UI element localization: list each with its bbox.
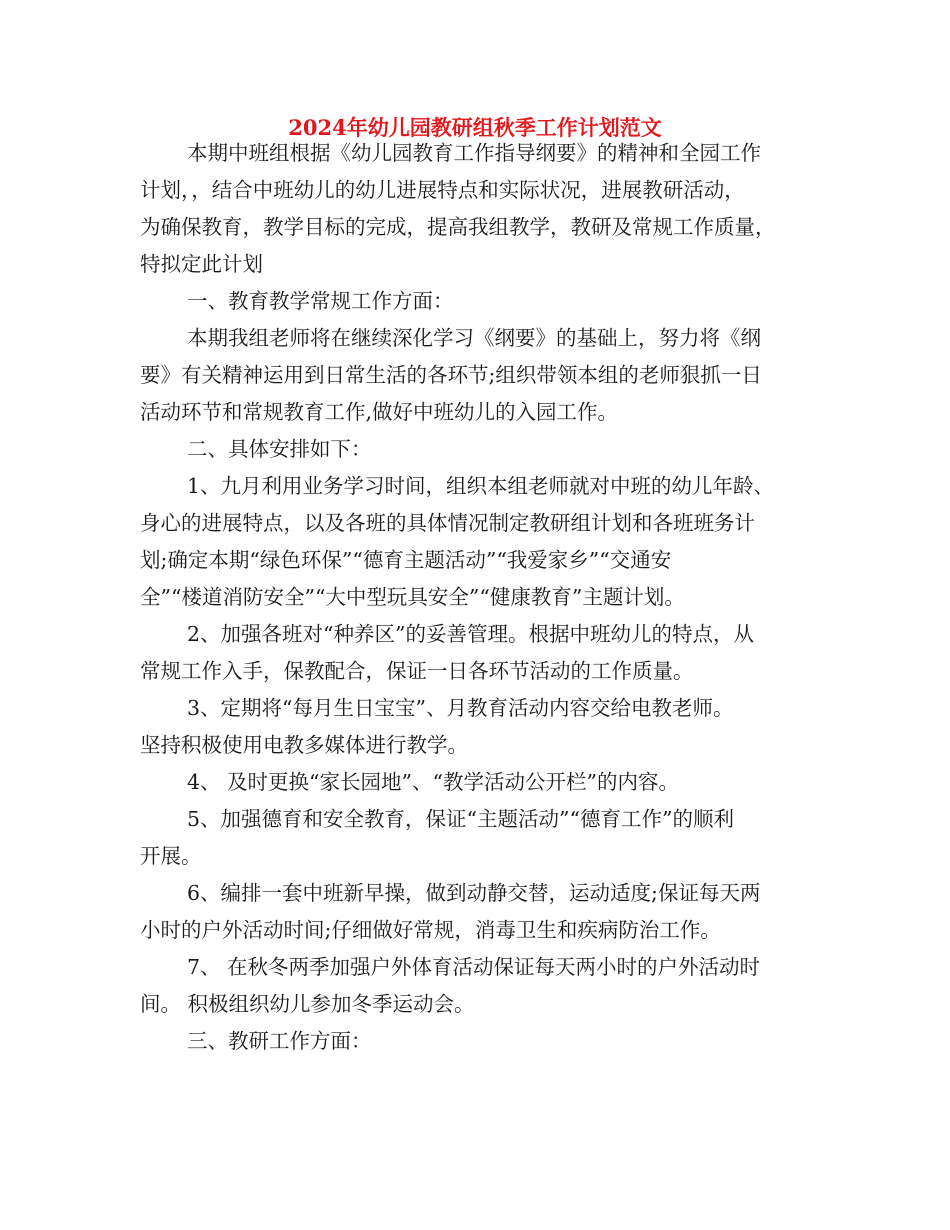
section-heading: 三、教研工作方面： bbox=[187, 1029, 372, 1053]
section-heading: 一、教育教学常规工作方面： bbox=[187, 289, 454, 313]
paragraph-line: 开展。 bbox=[140, 844, 202, 868]
paragraph-line: 6、编排一套中班新早操，做到动静交替，运动适度;保证每天两 bbox=[187, 881, 761, 905]
paragraph-line: 划;确定本期“绿色环保”“德育主题活动”“我爱家乡”“交通安 bbox=[140, 548, 672, 572]
paragraph-line: 坚持积极使用电教多媒体进行教学。 bbox=[140, 733, 468, 757]
paragraph-line: 间。 积极组织幼儿参加冬季运动会。 bbox=[140, 992, 475, 1016]
paragraph-line: 本期中班组根据《幼儿园教育工作指导纲要》的精神和全园工作 bbox=[187, 141, 761, 165]
paragraph-line: 4、 及时更换“家长园地”、“教学活动公开栏”的内容。 bbox=[187, 770, 679, 794]
paragraph-line: 1、九月利用业务学习时间，组织本组老师就对中班的幼儿年龄、 bbox=[187, 474, 775, 498]
paragraph-line: 为确保教育，教学目标的完成，提高我组教学，教研及常规工作质量， bbox=[140, 215, 776, 239]
paragraph-line: 常规工作入手，保教配合，保证一日各环节活动的工作质量。 bbox=[140, 659, 694, 683]
paragraph-line: 5、加强德育和安全教育，保证“主题活动”“德育工作”的顺利 bbox=[187, 807, 734, 831]
paragraph-line: 要》有关精神运用到日常生活的各环节;组织带领本组的老师狠抓一日 bbox=[140, 363, 762, 387]
paragraph-line: 7、 在秋冬两季加强户外体育活动保证每天两小时的户外活动时 bbox=[187, 955, 761, 979]
paragraph-line: 特拟定此计划 bbox=[140, 252, 263, 276]
paragraph-line: 计划，，结合中班幼儿的幼儿进展特点和实际状况，进展教研活动， bbox=[140, 178, 745, 202]
paragraph-line: 本期我组老师将在继续深化学习《纲要》的基础上，努力将《纲 bbox=[187, 326, 761, 350]
paragraph-line: 全”“楼道消防安全”“大中型玩具安全”“健康教育”主题计划。 bbox=[140, 585, 685, 609]
paragraph-line: 活动环节和常规教育工作,做好中班幼儿的入园工作。 bbox=[140, 400, 619, 424]
paragraph-line: 3、定期将“每月生日宝宝”、月教育活动内容交给电教老师。 bbox=[187, 696, 734, 720]
paragraph-line: 身心的进展特点，以及各班的具体情况制定教研组计划和各班班务计 bbox=[140, 511, 755, 535]
paragraph-line: 小时的户外活动时间;仔细做好常规，消毒卫生和疾病防治工作。 bbox=[140, 918, 721, 942]
paragraph-line: 2、加强各班对“种养区”的妥善管理。根据中班幼儿的特点，从 bbox=[187, 622, 755, 646]
section-heading: 二、具体安排如下： bbox=[187, 437, 372, 461]
document-title: 2024年幼儿园教研组秋季工作计划范文 bbox=[288, 115, 662, 140]
